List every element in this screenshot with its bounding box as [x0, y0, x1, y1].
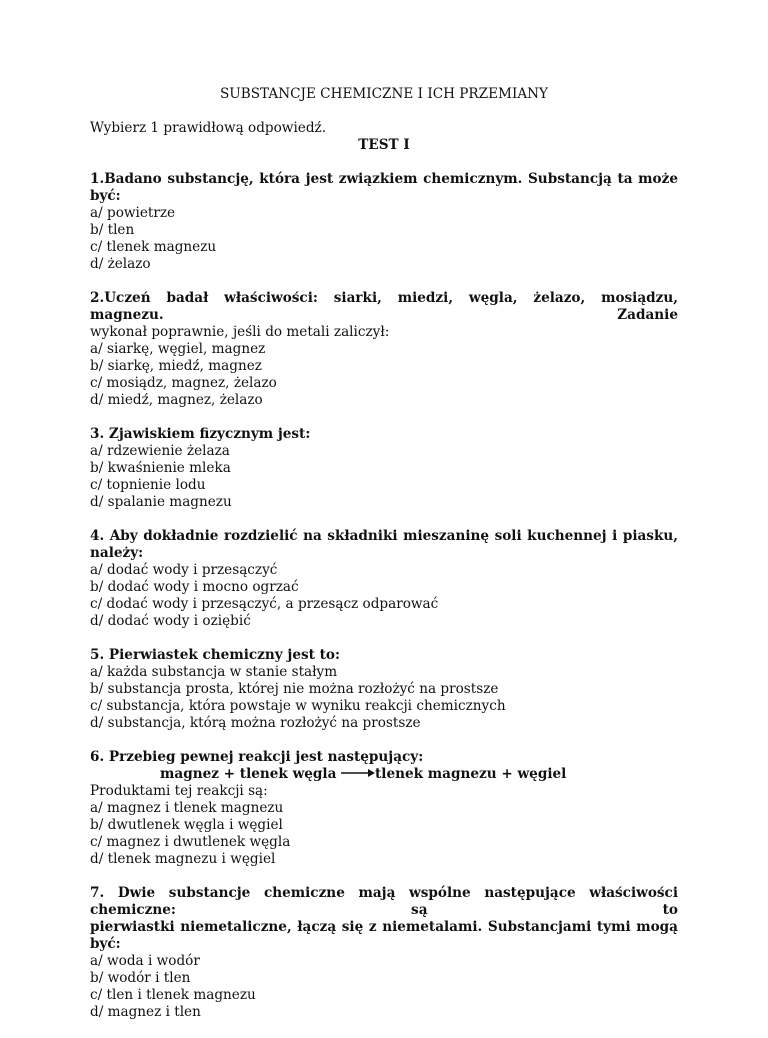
question-2	[90, 290, 678, 409]
question-text: 7. Dwie substancje chemiczne mają wspólne następujące właściwości chemiczne: są to	[90, 885, 678, 918]
document-page	[90, 86, 678, 1038]
option-b: b/ kwaśnienie mleka	[90, 460, 231, 476]
question-7	[90, 885, 678, 1021]
question-5	[90, 647, 678, 732]
question-text: 6. Przebieg pewnej reakcji jest następujący:	[90, 749, 424, 765]
option-a: a/ dodać wody i przesączyć	[90, 562, 278, 578]
option-c: c/ mosiądz, magnez, żelazo	[90, 375, 277, 391]
option-d: d/ miedź, magnez, żelazo	[90, 392, 263, 408]
option-d: d/ dodać wody i oziębić	[90, 613, 251, 629]
question-text: 5. Pierwiastek chemiczny jest to:	[90, 647, 340, 663]
option-d: d/ magnez i tlen	[90, 1004, 201, 1020]
option-d: d/ substancja, którą można rozłożyć na prostsze	[90, 715, 421, 731]
option-a: a/ powietrze	[90, 205, 176, 221]
document-title: SUBSTANCJE CHEMICZNE I ICH PRZEMIANY	[219, 86, 548, 102]
option-b: b/ dwutlenek węgla i węgiel	[90, 817, 283, 833]
option-c: c/ magnez i dwutlenek węgla	[90, 834, 291, 850]
question-6	[90, 749, 678, 868]
option-a: a/ magnez i tlenek magnezu	[90, 800, 284, 816]
option-b: b/ wodór i tlen	[90, 970, 191, 986]
option-a: a/ woda i wodór	[90, 953, 200, 969]
question-3	[90, 426, 678, 511]
question-1	[90, 171, 678, 273]
option-c: c/ topnienie lodu	[90, 477, 206, 493]
question-text-continuation: pierwiastki niemetaliczne, łączą się z niemetalami. Substancjami tymi mogą być:	[90, 919, 678, 952]
reaction-products: tlenek magnezu + węgiel	[375, 766, 567, 782]
option-c: c/ tlen i tlenek magnezu	[90, 987, 256, 1003]
option-a: a/ każda substancja w stanie stałym	[90, 664, 338, 680]
question-text: 3. Zjawiskiem fizycznym jest:	[90, 426, 311, 442]
option-a: a/ rdzewienie żelaza	[90, 443, 230, 459]
option-d: d/ spalanie magnezu	[90, 494, 232, 510]
option-b: b/ siarkę, miedź, magnez	[90, 358, 262, 374]
reaction-arrow-icon	[340, 767, 376, 779]
instruction-text: Wybierz 1 prawidłową odpowiedź.	[90, 120, 327, 136]
option-c: c/ substancja, która powstaje w wyniku reakcji chemicznych	[90, 698, 506, 714]
test-title: TEST I	[358, 137, 410, 153]
option-d: d/ tlenek magnezu i węgiel	[90, 851, 276, 867]
question-text-continuation: wykonał poprawnie, jeśli do metali zaliczył:	[90, 324, 390, 340]
option-b: b/ substancja prosta, której nie można rozłożyć na prostsze	[90, 681, 499, 697]
question-text: 1.Badano substancję, która jest związkiem chemicznym. Substancją ta może być:	[90, 171, 678, 204]
question-text: 4. Aby dokładnie rozdzielić na składniki mieszaninę soli kuchennej i piasku, należy:	[90, 528, 678, 561]
option-b: b/ dodać wody i mocno ogrzać	[90, 579, 299, 595]
question-text-continuation: Produktami tej reakcji są:	[90, 783, 268, 799]
reaction-reactants: magnez + tlenek węgla	[160, 766, 337, 782]
option-a: a/ siarkę, węgiel, magnez	[90, 341, 266, 357]
option-c: c/ dodać wody i przesączyć, a przesącz odparować	[90, 596, 439, 612]
reaction-equation	[90, 766, 678, 783]
option-d: d/ żelazo	[90, 256, 151, 272]
question-text: 2.Uczeń badał właściwości: siarki, miedzi, węgla, żelazo, mosiądzu, magnezu. Zadanie	[90, 290, 678, 323]
option-c: c/ tlenek magnezu	[90, 239, 217, 255]
question-4	[90, 528, 678, 630]
option-b: b/ tlen	[90, 222, 135, 238]
